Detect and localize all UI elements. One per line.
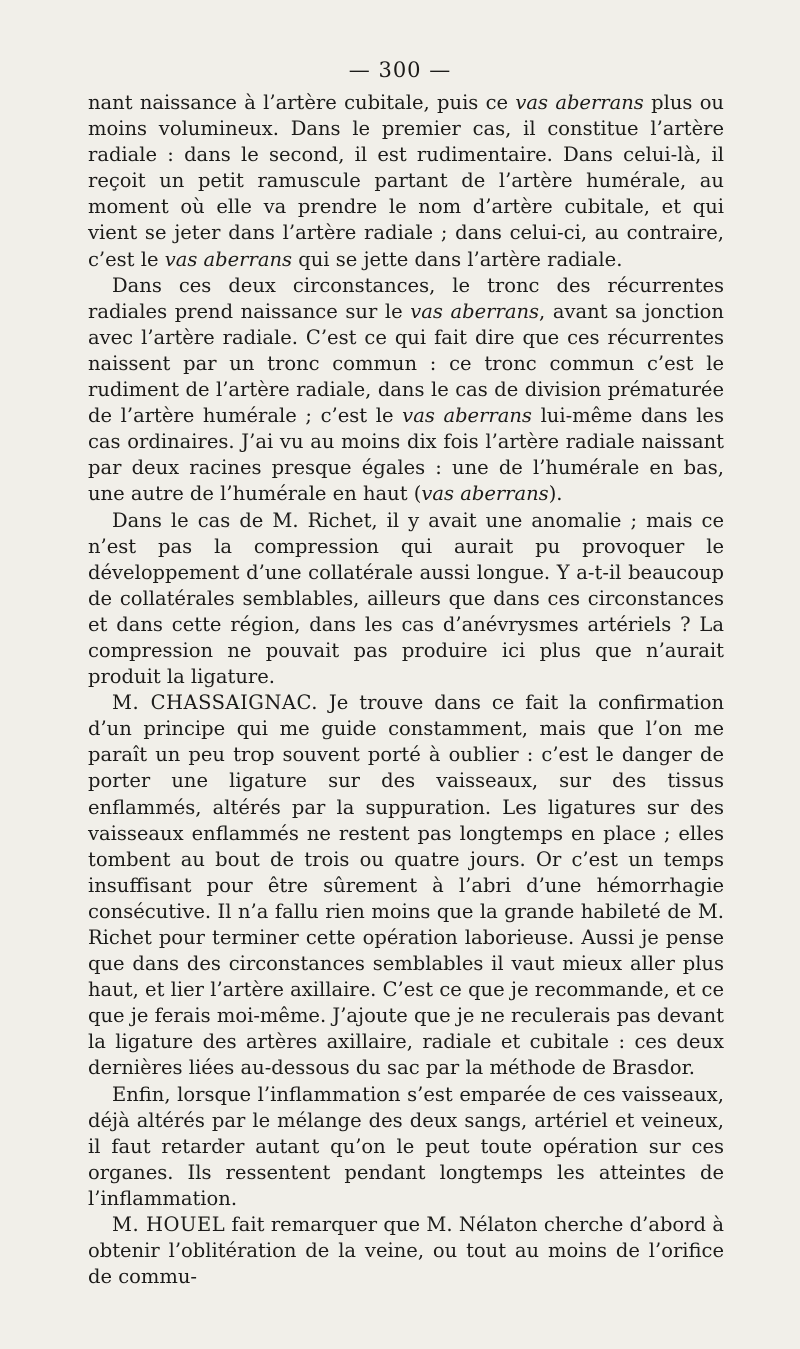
speaker-name: M. CHASSAIGNAC. — [112, 691, 318, 715]
latin-term: vas aberrans — [410, 299, 540, 323]
latin-term: vas aberrans — [515, 91, 644, 114]
latin-term: vas aberrans — [164, 247, 293, 271]
page-number: — 300 — — [348, 58, 452, 82]
paragraph-text: Je trouve dans ce fait la confirmation d’un principe qui me guide constamment, mais que l’on me paraît un peu trop souvent porté à oublier : c’est le danger de porter une ligature sur des vaisseaux, sur des tissus enflammés, altérés par la suppuration. Les ligatures sur des vaisseaux enflammés ne restent pas longtemps en place ; elles tombent au bout de trois ou quatre jours. Or c’est un temps insuffisant pour être sûrement à l’abri d’une hémorrhagie consécutive. Il n’a fallu rien moins que la grande habileté de M. Richet pour terminer cette opération laborieuse. Aussi je pense que dans des circonstances semblables il vaut mieux aller plus haut, et lier l’artère axillaire. C’est ce que je recommande, et ce que je ferais moi-même. J’ajoute que je ne reculerais pas devant la ligature des artères axillaire, radiale et cubitale : ces deux dernières liées au-dessous du sac par la méthode de Brasdor. — [88, 691, 725, 1080]
paragraph-chassaignac — [88, 690, 724, 1081]
latin-term: vas aberrans — [402, 404, 532, 428]
paragraph: Enfin, lorsque l’inflammation s’est emparée de ces vaisseaux, déjà altérés par le mélange des deux sangs, artériel et veineux, il faut retarder autant qu’on le peut toute opération sur ces organes. Ils ressentent pendant longtemps les atteintes de l’inflammation. — [88, 1082, 724, 1210]
body-text — [88, 90, 724, 1290]
latin-term: vas aberrans — [421, 482, 549, 506]
paragraph: Dans ces deux circonstances, le tronc des récurrentes radiales prend naissance sur le vas aberrans, avant sa jonction avec l’artère radiale. C’est ce qui fait dire que ces récurrentes naissent par un tronc commun : ce tronc commun c’est le rudiment de l’artère radiale, dans le cas de division prématurée de l’artère humérale ; c’est le vas aberrans lui-même dans les cas ordinaires. J’ai vu au moins dix fois l’artère radiale naissant par deux racines presque égales : une de l’humérale en bas, une autre de l’humérale en haut (vas aberrans). — [88, 273, 724, 506]
speaker-name: M. HOUEL — [112, 1213, 226, 1237]
paragraph-continuation: nant naissance à l’artère cubitale, puis ce vas aberrans plus ou moins volumineux. Dans le premier cas, il constitue l’artère radiale : dans le second, il est rudimentaire. Dans celui-là, il reçoit un petit ramuscule partant de l’artère humérale, au moment où elle va prendre le nom d’artère cubitale, et qui vient se jeter dans l’artère radiale ; dans celui-ci, au contraire, c’est le vas aberrans qui se jette dans l’artère radiale. — [88, 91, 724, 271]
paragraph: Dans le cas de M. Richet, il y avait une anomalie ; mais ce n’est pas la compression qui aurait pu provoquer le développement d’une collatérale aussi longue. Y a-t-il beaucoup de collatérales semblables, ailleurs que dans ces circonstances et dans cette région, dans les cas d’anévrysmes artériels ? La compression ne pouvait pas produire ici plus que n’aurait produit la ligature. — [88, 508, 724, 689]
paragraph-houel — [88, 1212, 724, 1290]
paragraph-text: fait remarquer que M. Nélaton cherche d’abord à obtenir l’oblitération de la veine, ou tout au moins de l’orifice de commu- — [88, 1213, 724, 1289]
